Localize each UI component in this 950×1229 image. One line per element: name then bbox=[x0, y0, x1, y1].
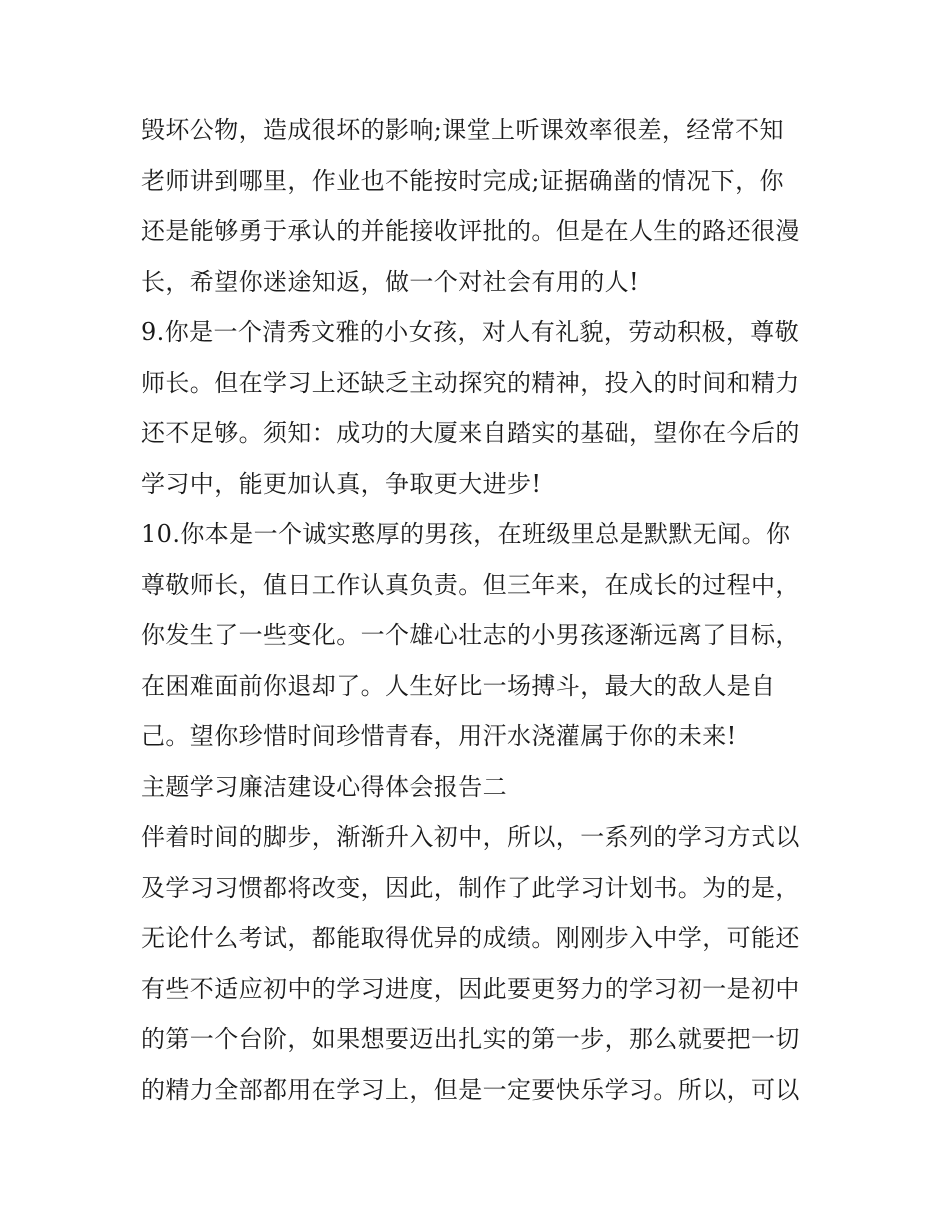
text-line: 无论什么考试，都能取得优异的成绩。刚刚步入中学，可能还 bbox=[141, 924, 800, 952]
text-line: 己。望你珍惜时间珍惜青春，用汗水浇灌属于你的未来! bbox=[141, 722, 737, 750]
text-line: 的第一个台阶，如果想要迈出扎实的第一步，那么就要把一切 bbox=[141, 1025, 800, 1053]
text-line: 师长。但在学习上还缺乏主动探究的精神，投入的时间和精力 bbox=[141, 369, 800, 397]
text-line: 还不足够。须知：成功的大厦来自踏实的基础，望你在今后的 bbox=[141, 419, 800, 447]
text-line: 还是能够勇于承认的并能接收评批的。但是在人生的路还很漫 bbox=[141, 217, 800, 245]
text-line: 尊敬师长，值日工作认真负责。但三年来，在成长的过程中， bbox=[141, 571, 800, 599]
text-line: 你发生了一些变化。一个雄心壮志的小男孩逐渐远离了目标， bbox=[141, 621, 800, 649]
text-line: 伴着时间的脚步，渐渐升入初中，所以，一系列的学习方式以 bbox=[141, 823, 800, 851]
text-line: 老师讲到哪里，作业也不能按时完成;证据确凿的情况下，你 bbox=[141, 167, 784, 195]
text-line: 有些不适应初中的学习进度，因此要更努力的学习初一是初中 bbox=[141, 975, 800, 1003]
section-heading: 主题学习廉洁建设心得体会报告二 bbox=[141, 773, 507, 801]
text-line: 10.你本是一个诚实憨厚的男孩，在班级里总是默默无闻。你 bbox=[141, 520, 791, 548]
text-line: 学习中，能更加认真，争取更大进步! bbox=[141, 470, 542, 498]
text-line: 及学习习惯都将改变，因此，制作了此学习计划书。为的是， bbox=[141, 874, 800, 902]
text-line: 毁坏公物，造成很坏的影响;课堂上听课效率很差，经常不知 bbox=[141, 116, 784, 144]
text-line: 的精力全部都用在学习上，但是一定要快乐学习。所以，可以 bbox=[141, 1076, 800, 1104]
text-line: 9.你是一个清秀文雅的小女孩，对人有礼貌，劳动积极，尊敬 bbox=[141, 318, 800, 346]
text-line: 在困难面前你退却了。人生好比一场搏斗，最大的敌人是自 bbox=[141, 672, 776, 700]
text-line: 长，希望你迷途知返，做一个对社会有用的人! bbox=[141, 268, 640, 296]
